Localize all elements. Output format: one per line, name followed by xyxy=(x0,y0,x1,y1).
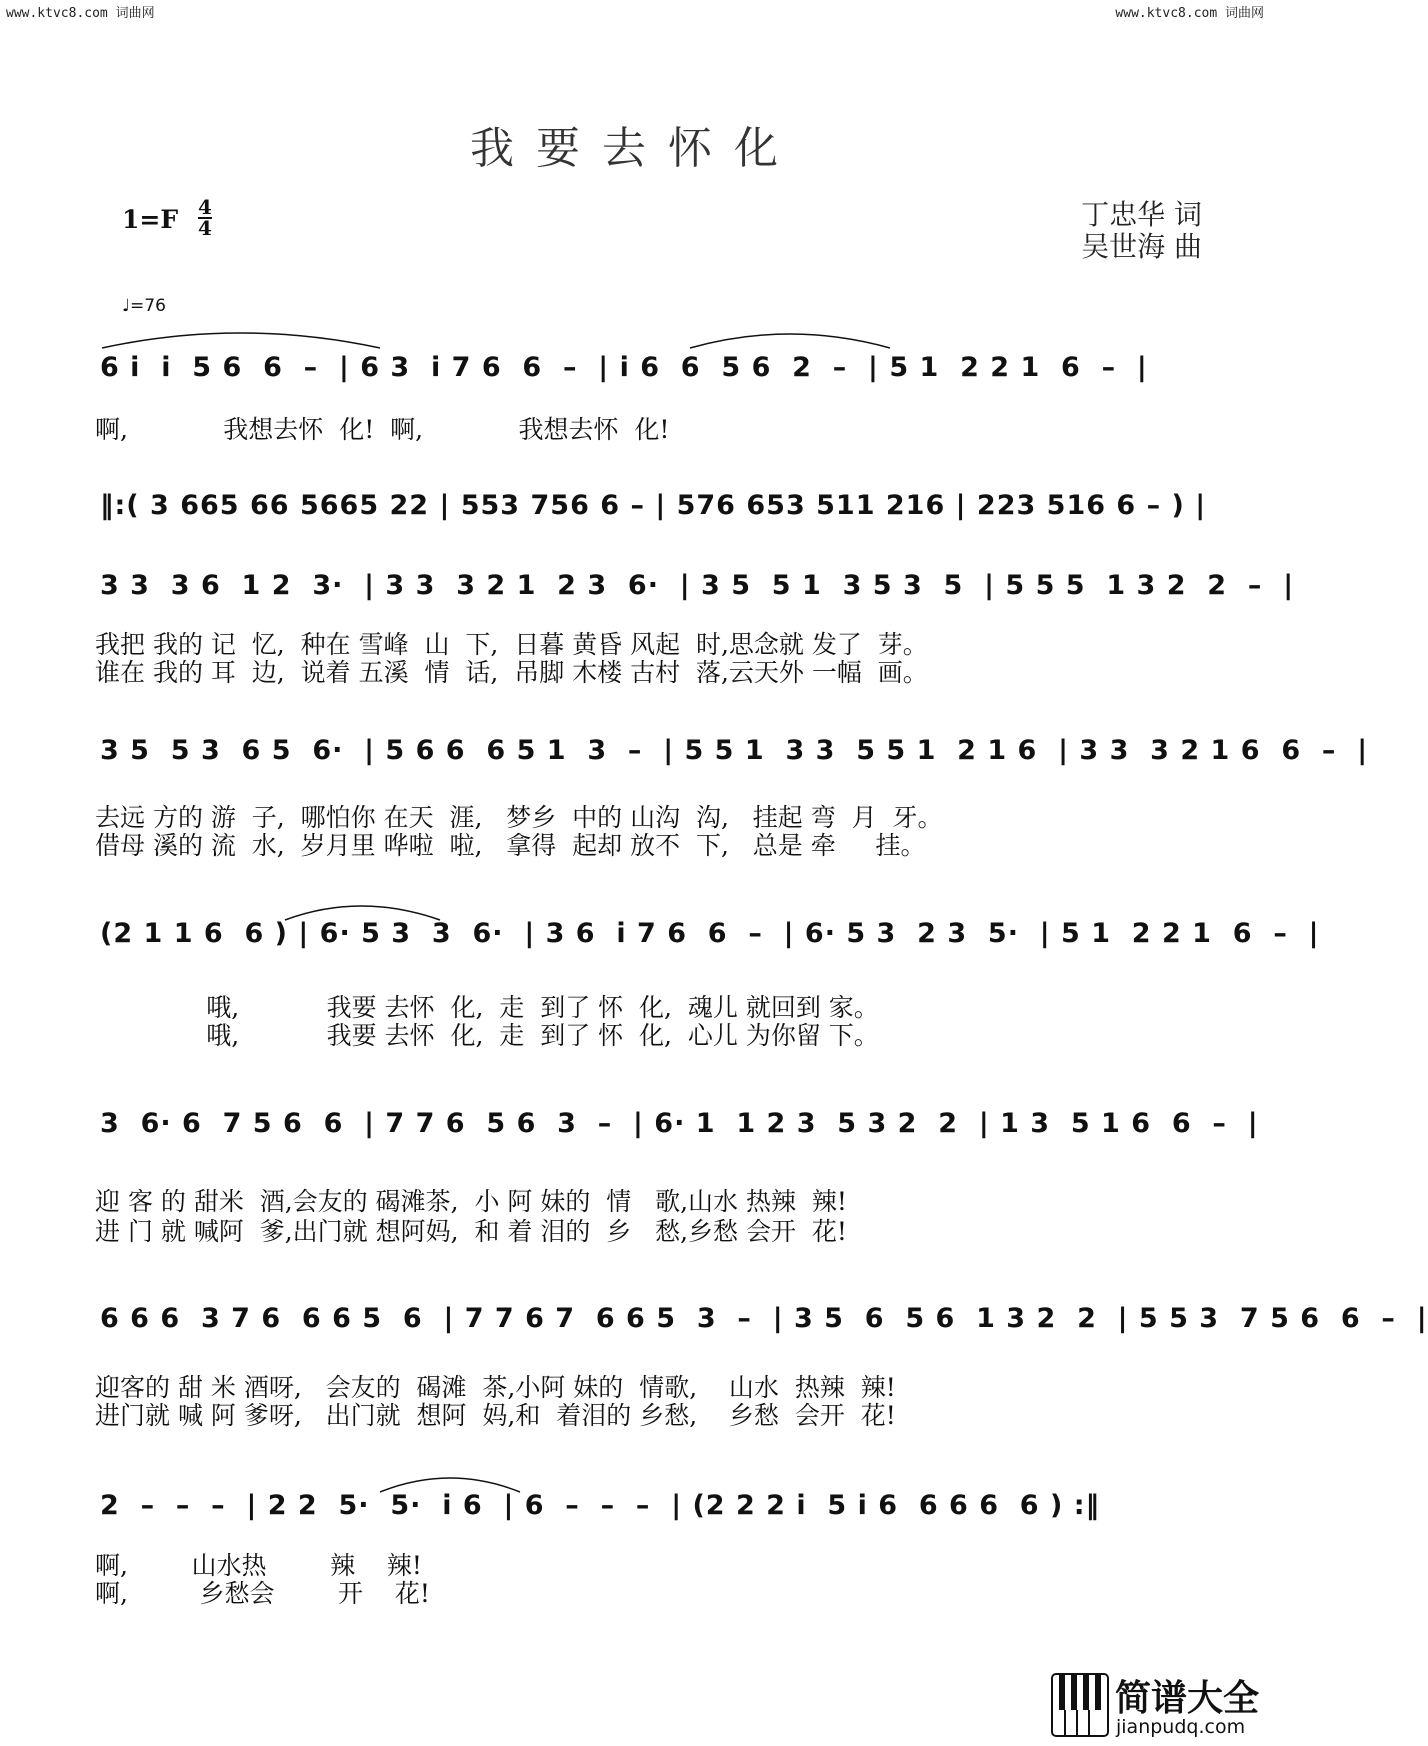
notation-line-8: 2 – – – | 2 2 5· 5· i 6 | 6 – – – | (2 2 2 i 5 i 6 6 6 6 6 ) :‖ xyxy=(100,1490,1101,1521)
key-signature: 1=F xyxy=(122,205,179,234)
lyric-line-3a: 我把 我的 记 忆, 种在 雪峰 山 下, 日暮 黄昏 风起 时,思念就 发了 芽。 xyxy=(95,630,928,659)
source-watermark-left: www.ktvc8.com 词曲网 xyxy=(6,6,155,21)
lyric-line-1: 啊, 我想去怀 化! 啊, 我想去怀 化! xyxy=(95,415,670,444)
time-signature-bottom: 4 xyxy=(198,216,212,240)
notation-line-1: 6 i i 5 6 6 – | 6 3 i 7 6 6 – | i 6 6 5 6 2 – | 5 1 2 2 1 6 – | xyxy=(100,352,1148,383)
lyricist-credit: 丁忠华 词 xyxy=(1081,198,1202,231)
lyric-line-6b: 进 门 就 喊阿 爹,出门就 想阿妈, 和 着 泪的 乡 愁,乡愁 会开 花! xyxy=(95,1217,847,1246)
piano-keys-icon xyxy=(1050,1670,1110,1740)
lyric-line-7b: 进门就 喊 阿 爹呀, 出门就 想阿 妈,和 着泪的 乡愁, 乡愁 会开 花! xyxy=(95,1401,896,1430)
lyric-line-7a: 迎客的 甜 米 酒呀, 会友的 碣滩 茶,小阿 妹的 情歌, 山水 热辣 辣! xyxy=(95,1373,896,1402)
notation-line-7: 6 6 6 3 7 6 6 6 5 6 | 7 7 6 7 6 6 5 3 – | 3 5 6 5 6 1 3 2 2 | 5 5 3 7 5 6 6 – | xyxy=(100,1303,1428,1334)
time-signature xyxy=(198,195,212,240)
lyric-line-5a: 哦, 我要 去怀 化, 走 到了 怀 化, 魂儿 就回到 家。 xyxy=(95,993,879,1022)
time-signature-top: 4 xyxy=(198,195,212,219)
logo-title: 简谱大全 xyxy=(1115,1678,1260,1719)
lyric-line-4b: 借母 溪的 流 水, 岁月里 哗啦 啦, 拿得 起却 放不 下, 总是 牵 挂。 xyxy=(95,831,926,860)
lyric-line-5b: 哦, 我要 去怀 化, 走 到了 怀 化, 心儿 为你留 下。 xyxy=(95,1021,879,1050)
jianpudq-logo xyxy=(1050,1670,1260,1742)
logo-url: jianpudq.com xyxy=(1116,1716,1246,1738)
lyric-line-4a: 去远 方的 游 子, 哪怕你 在天 涯, 梦乡 中的 山沟 沟, 挂起 弯 月 牙。 xyxy=(95,803,943,832)
source-watermark-right: www.ktvc8.com 词曲网 xyxy=(1115,6,1264,21)
lyric-line-3b: 谁在 我的 耳 边, 说着 五溪 情 话, 吊脚 木楼 古村 落,云天外 一幅 画。 xyxy=(95,658,928,687)
notation-line-6: 3 6· 6 7 5 6 6 | 7 7 6 5 6 3 – | 6· 1 1 2 3 5 3 2 2 | 1 3 5 1 6 6 – | xyxy=(100,1108,1259,1139)
composer-credit: 吴世海 曲 xyxy=(1081,230,1202,263)
notation-line-2: ‖:( 3 665 66 5665 22 | 553 756 6 – | 576 653 511 216 | 223 516 6 – ) | xyxy=(100,490,1207,521)
notation-line-3: 3 3 3 6 1 2 3· | 3 3 3 2 1 2 3 6· | 3 5 5 1 3 5 3 5 | 5 5 5 1 3 2 2 – | xyxy=(100,570,1295,601)
notation-line-4: 3 5 5 3 6 5 6· | 5 6 6 6 5 1 3 – | 5 5 1 3 3 5 5 1 2 1 6 | 3 3 3 2 1 6 6 – | xyxy=(100,735,1369,766)
notation-line-5: (2 1 1 6 6 ) | 6· 5 3 3 6· | 3 6 i 7 6 6 – | 6· 5 3 2 3 5· | 5 1 2 2 1 6 – | xyxy=(100,918,1320,949)
lyric-line-8a: 啊, 山水热 辣 辣! xyxy=(95,1551,422,1580)
song-title: 我要去怀化 xyxy=(470,123,800,174)
lyric-line-8b: 啊, 乡愁会 开 花! xyxy=(95,1579,430,1608)
tempo-marking: ♩=76 xyxy=(122,296,166,316)
lyric-line-6a: 迎 客 的 甜米 酒,会友的 碣滩茶, 小 阿 妹的 情 歌,山水 热辣 辣! xyxy=(95,1187,847,1216)
